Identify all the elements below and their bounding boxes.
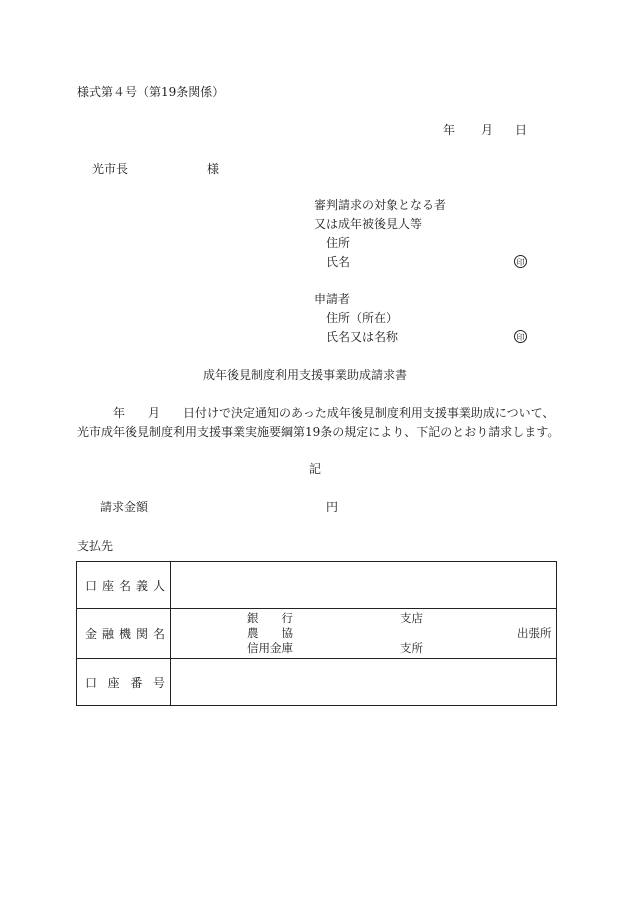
form-number: 様式第４号（第19条関係） xyxy=(77,85,225,99)
financial-institution-label: 金融機関名 xyxy=(85,627,165,641)
account-holder-label: 口座名義人 xyxy=(85,578,165,593)
applicant-heading: 申請者 xyxy=(314,292,351,306)
branch-office-label: 出張所 xyxy=(517,626,552,640)
subject-name-label: 氏名 xyxy=(326,255,351,269)
branch-shiten-label: 支店 xyxy=(400,611,423,625)
ki-heading: 記 xyxy=(309,462,322,476)
account-holder-row xyxy=(77,562,557,609)
account-number-row xyxy=(77,659,557,706)
subject-address-label: 住所 xyxy=(326,236,351,250)
body-line2: 光市成年後見制度利用支援事業実施要綱第19条の規定により、下記のとおり請求します。 xyxy=(77,425,560,439)
applicant-seal-mark: 印 xyxy=(514,330,527,343)
account-number-cell xyxy=(77,659,171,706)
branch-shisho-label: 支所 xyxy=(400,641,423,655)
addressee-name: 光市長 xyxy=(92,162,129,176)
date-month: 月 xyxy=(481,123,494,137)
financial-institution-value[interactable] xyxy=(171,609,557,659)
bank-type-bank: 銀 行 xyxy=(247,611,293,625)
subject-seal-mark: 印 xyxy=(514,255,527,268)
bank-type-shinkin: 信用金庫 xyxy=(247,641,293,655)
account-number-value[interactable] xyxy=(171,659,557,706)
document-title: 成年後見制度利用支援事業助成請求書 xyxy=(203,368,408,382)
subject-heading-line1: 審判請求の対象となる者 xyxy=(314,198,447,212)
account-holder-cell xyxy=(77,562,171,609)
payment-table xyxy=(76,561,557,706)
account-holder-value[interactable] xyxy=(171,562,557,609)
applicant-name-label: 氏名又は名称 xyxy=(326,330,399,344)
financial-institution-cell xyxy=(77,609,171,659)
date-day: 日 xyxy=(515,123,528,137)
financial-institution-row xyxy=(77,609,557,659)
addressee-honorific: 様 xyxy=(207,162,220,176)
bank-type-ja: 農 協 xyxy=(247,626,293,640)
body-month: 月 xyxy=(148,406,161,420)
subject-heading-line2: 又は成年被後見人等 xyxy=(314,217,423,231)
claim-amount-unit: 円 xyxy=(326,500,339,514)
date-year: 年 xyxy=(443,123,456,137)
body-line1-rest: 日付けで決定通知のあった成年後見制度利用支援事業助成について、 xyxy=(183,406,555,420)
account-number-label: 口座番号 xyxy=(85,675,165,690)
applicant-address-label: 住所（所在） xyxy=(326,311,399,325)
claim-amount-label: 請求金額 xyxy=(100,500,149,514)
payee-label: 支払先 xyxy=(77,539,114,553)
body-year: 年 xyxy=(113,406,126,420)
